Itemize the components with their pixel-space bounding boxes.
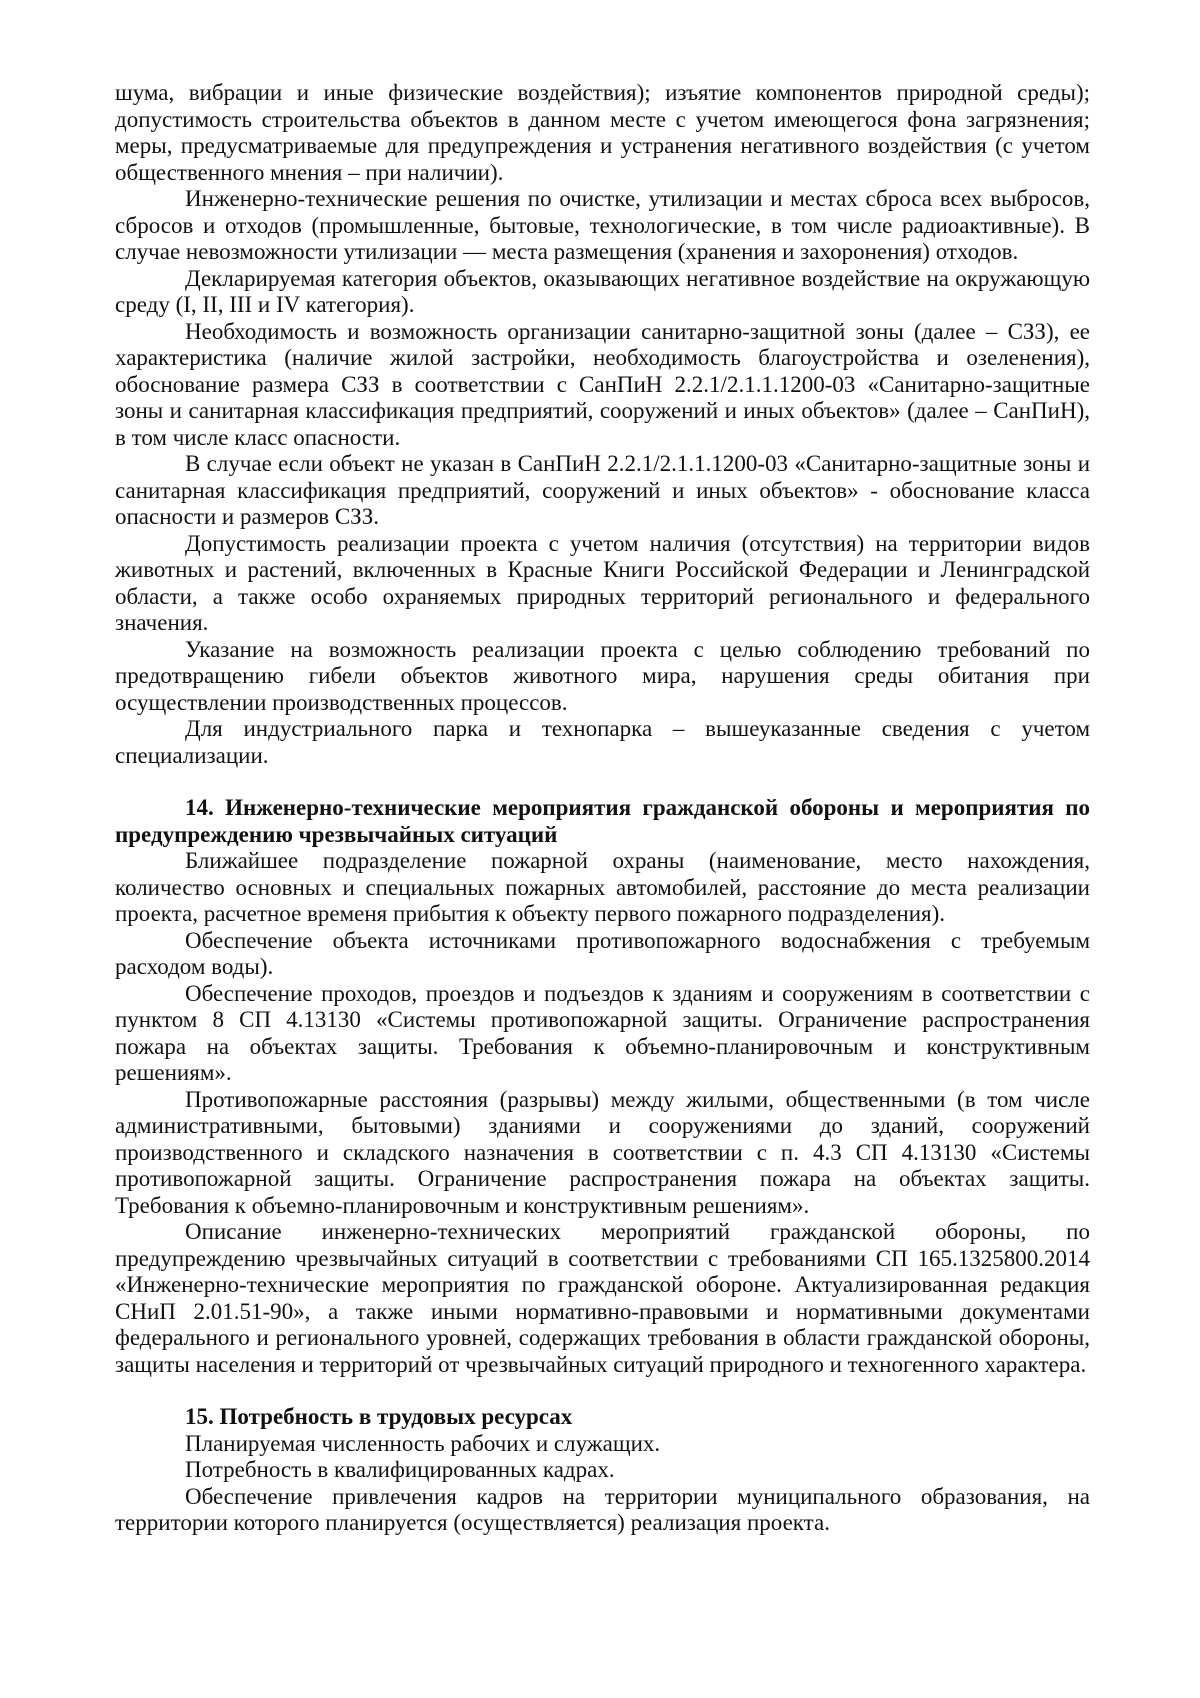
- section-14-paragraph: Обеспечение проходов, проездов и подъездов к зданиям и сооружениям в соответствии с пунктом 8 СП 4.13130 «Системы противопожарной защиты. Ограничение распространения пожара на объектах защиты. Требования к объемно-планировочным и конструктивным решениям».: [115, 980, 1090, 1085]
- paragraph-szz-necessity: Необходимость и возможность организации санитарно-защитной зоны (далее – СЗЗ), ее характеристика (наличие жилой застройки, необходимость благоустройства и озеленения), обоснование размера СЗЗ в соответствии с СанПиН 2.2.1/2.1.1.1200-03 «Санитарно-защитные зоны и санитарная классификация предприятий, сооружений и иных объектов» (далее – СанПиН), в том числе класс опасности.: [115, 318, 1090, 450]
- section-15-paragraph: Планируемая численность рабочих и служащих.: [185, 1430, 661, 1456]
- section-14-paragraph: Ближайшее подразделение пожарной охраны (наименование, место нахождения, количество основных и специальных пожарных автомобилей, расстояние до места реализации проекта, расчетное временя прибытия к объекту первого пожарного подразделения).: [115, 848, 1090, 926]
- section-15-paragraph: Обеспечение привлечения кадров на территории муниципального образования, на территории которого планируется (осуществляется) реализация проекта.: [115, 1483, 1090, 1535]
- paragraph-industrial-park: Для индустриального парка и технопарка – вышеуказанные сведения с учетом специализации.: [115, 716, 1090, 768]
- section-14-paragraph: Описание инженерно-технических мероприятий гражданской обороны, по предупреждению чрезвычайных ситуаций в соответствии с требованиями СП 165.1325800.2014 «Инженерно-технические мероприятия по гражданской обороне. Актуализированная редакция СНиП 2.01.51-90», а также иными нормативно-правовыми и нормативными документами федерального и регионального уровней, содержащих требования в области гражданской обороны, защиты населения и территорий от чрезвычайных ситуаций природного и техногенного характера.: [115, 1219, 1090, 1377]
- paragraph-wildlife-protection: Указание на возможность реализации проекта с целью соблюдению требований по предотвращению гибели объектов животного мира, нарушения среды обитания при осуществлении производственных процессов.: [115, 636, 1090, 715]
- section-14-heading: 14. Инженерно-технические мероприятия гражданской обороны и мероприятия по предупреждению чрезвычайных ситуаций: [115, 795, 1090, 847]
- paragraph-object-category: Декларируемая категория объектов, оказывающих негативное воздействие на окружающую среду (I, II, III и IV категория).: [115, 265, 1090, 317]
- intro-paragraph: шума, вибрации и иные физические воздействия); изъятие компонентов природной среды); допустимость строительства объектов в данном месте с учетом имеющегося фона загрязнения; меры, предусматриваемые для предупреждения и устранения негативного воздействия (с учетом общественного мнения – при наличии).: [115, 80, 1090, 185]
- section-14-paragraph: Противопожарные расстояния (разрывы) между жилыми, общественными (в том числе административными, бытовыми) зданиями и сооружениями до зданий, сооружений производственного и складского назначения в соответствии с п. 4.3 СП 4.13130 «Системы противопожарной защиты. Ограничение распространения пожара на объектах защиты. Требования к объемно-планировочным и конструктивным решениям».: [115, 1086, 1090, 1218]
- paragraph-szz-not-listed: В случае если объект не указан в СанПиН 2.2.1/2.1.1.1200-03 «Санитарно-защитные зоны и санитарная классификация предприятий, сооружений и иных объектов» - обоснование класса опасности и размеров СЗЗ.: [115, 451, 1090, 529]
- section-15-heading: 15. Потребность в трудовых ресурсах: [185, 1404, 573, 1429]
- section-14-paragraph: Обеспечение объекта источниками противопожарного водоснабжения с требуемым расходом воды).: [115, 927, 1090, 979]
- paragraph-waste-solutions: Инженерно-технические решения по очистке, утилизации и местах сброса всех выбросов, сбросов и отходов (промышленные, бытовые, технологические, в том числе радиоактивные). В случае невозможности утилизации — места размещения (хранения и захоронения) отходов.: [115, 186, 1090, 264]
- section-15-paragraph: Потребность в квалифицированных кадрах.: [185, 1457, 615, 1482]
- paragraph-red-book: Допустимость реализации проекта с учетом наличия (отсутствия) на территории видов животных и растений, включенных в Красные Книги Российской Федерации и Ленинградской области, а также особо охраняемых природных территорий регионального и федерального значения.: [115, 530, 1090, 635]
